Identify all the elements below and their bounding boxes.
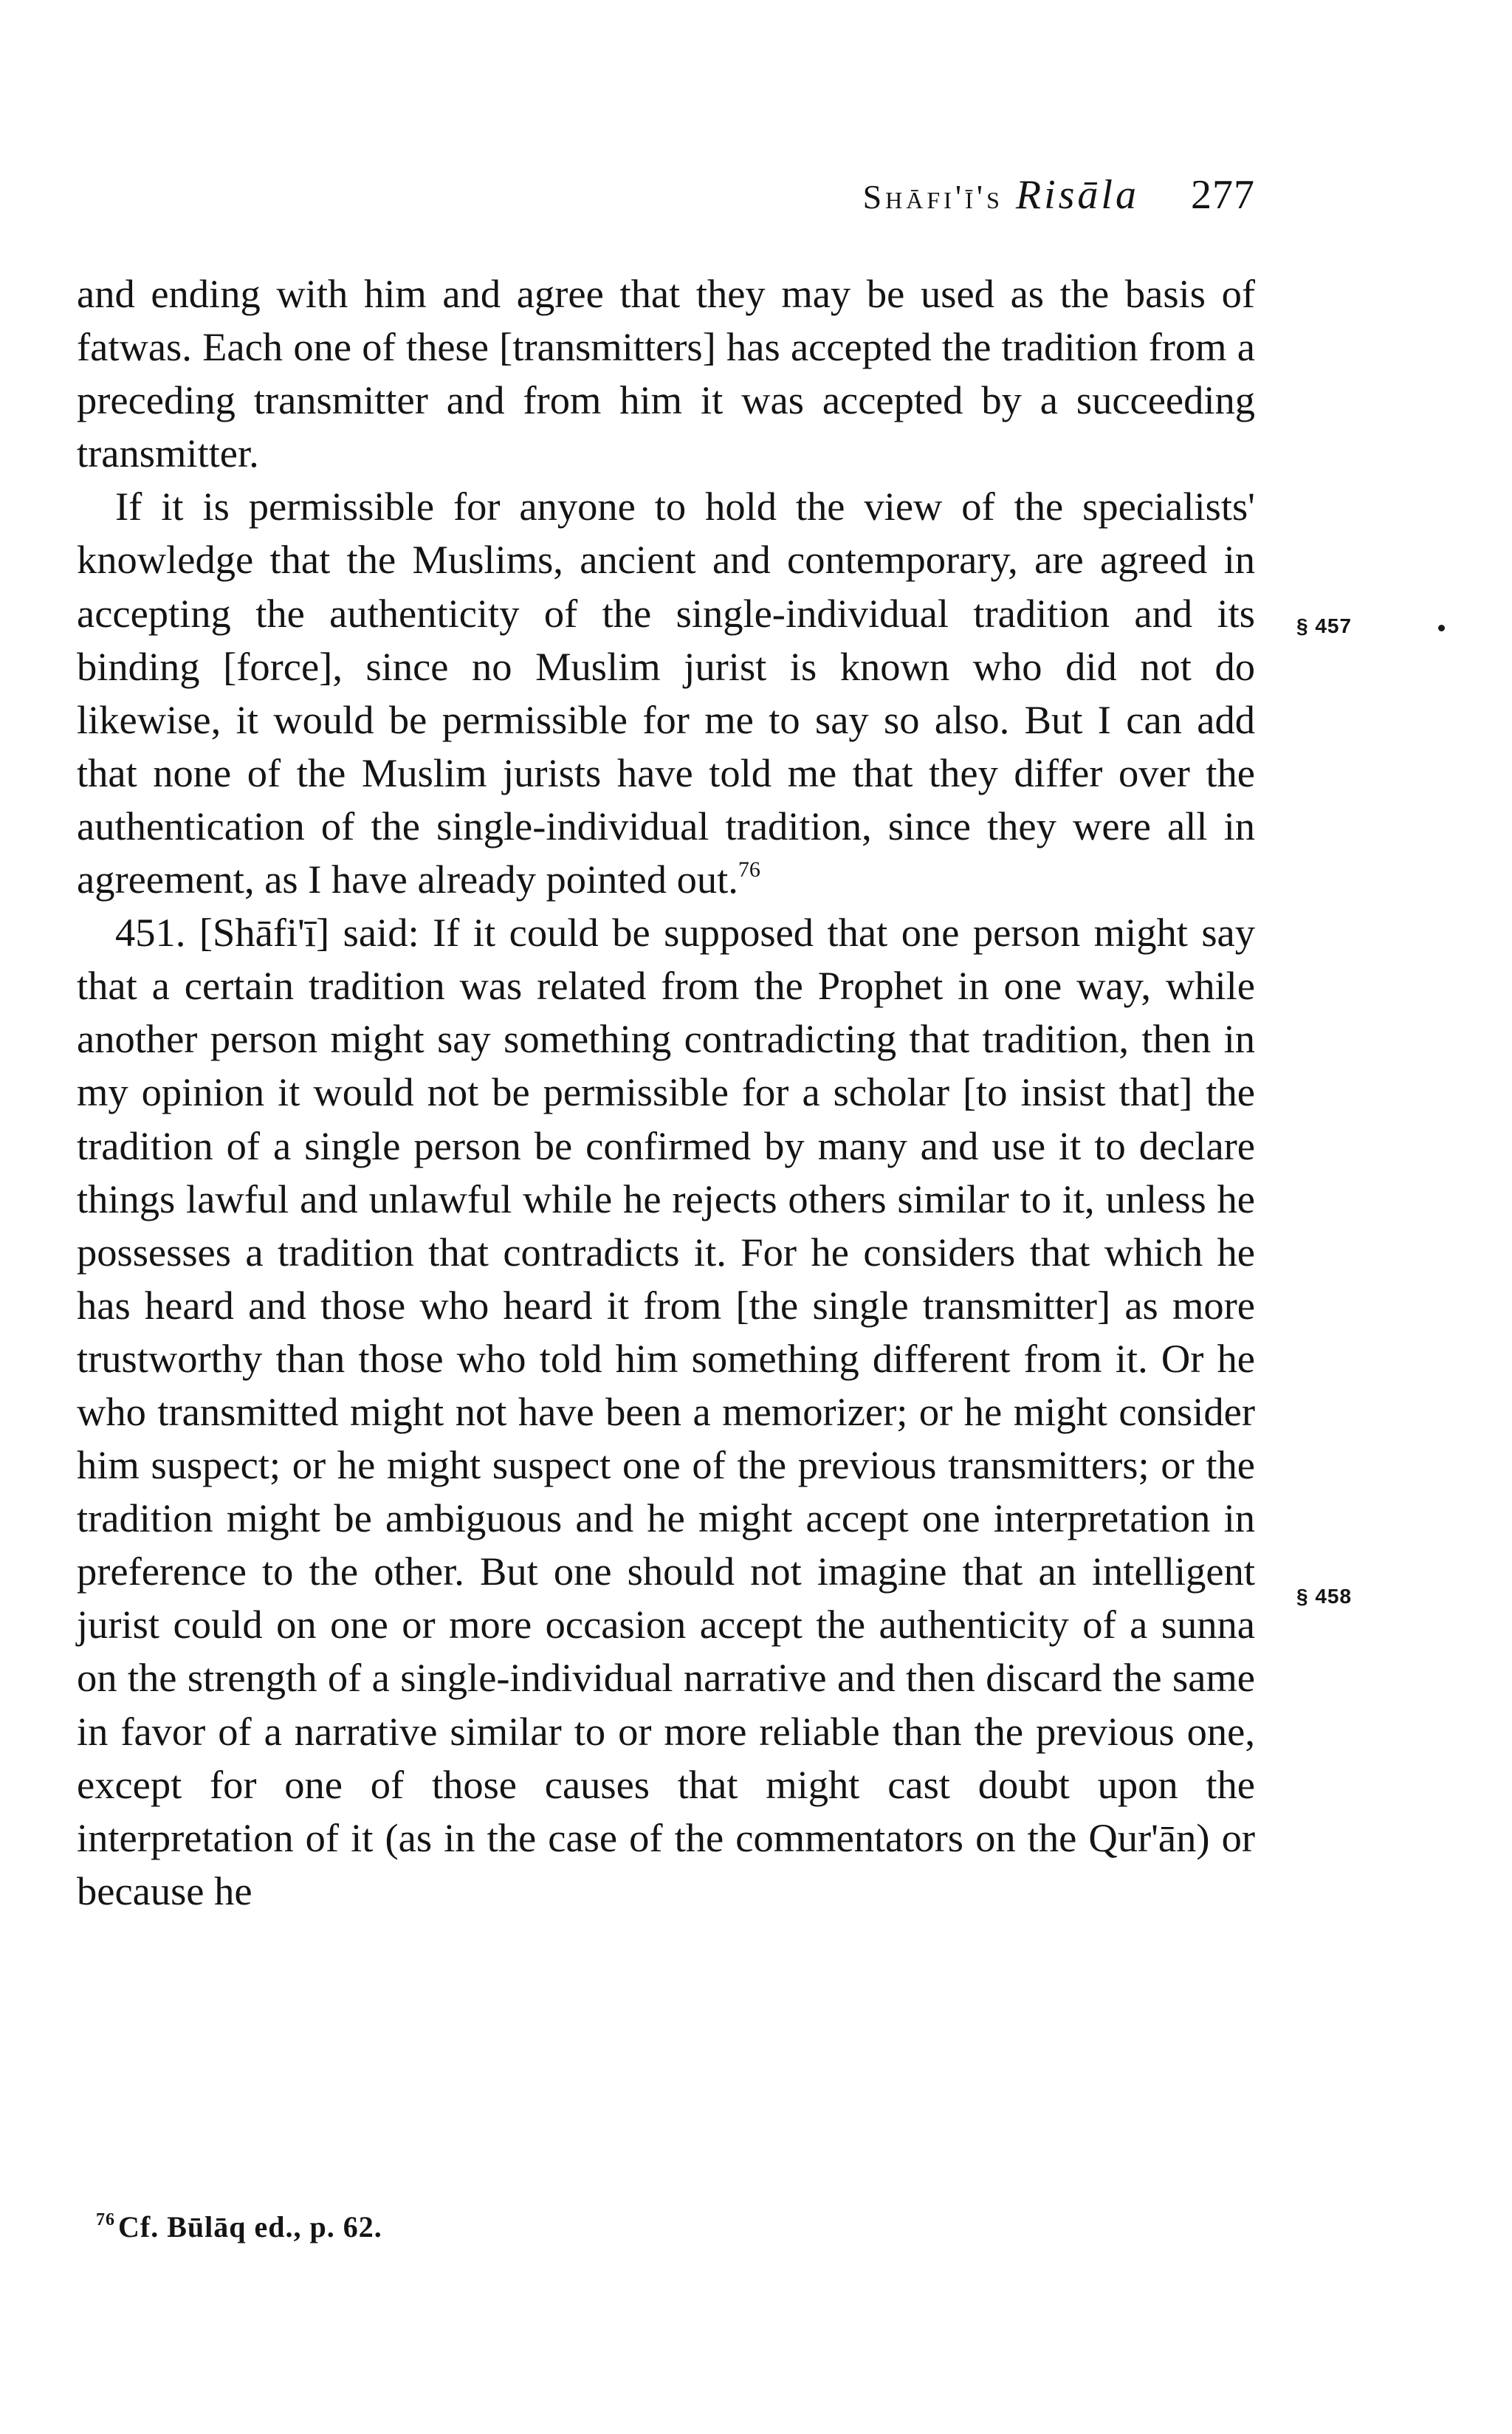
paragraph-2 bbox=[77, 480, 1255, 906]
body-text bbox=[77, 267, 1255, 1918]
paragraph-1-text: and ending with him and agree that they may be used as the basis of fatwas. Each one of these [transmitters] has accepted the tradition from a preceding transmitter and from him it was accepted by a succeeding transmitter. bbox=[77, 271, 1255, 476]
paragraph-451 bbox=[77, 906, 1255, 1918]
footnote-number: 76 bbox=[96, 2210, 115, 2229]
paragraph-2-text: If it is permissible for anyone to hold the view of the specialists' knowledge that the Muslims, ancient and contemporary, are agreed in accepting the authenticity of the single-individual tradition and its binding [force], since no Muslim jurist is known who did not do likewise, it would be permissible for me to say so also. But I can add that none of the Muslim jurists have told me that they differ over the authentication of the single-individual tradition, since they were all in agreement, as I have already pointed out. bbox=[77, 484, 1255, 902]
running-head-title bbox=[863, 171, 1139, 219]
running-head bbox=[724, 171, 1255, 230]
page-number: 277 bbox=[1191, 172, 1255, 218]
running-head-author: Shāfi'ī's bbox=[862, 178, 1003, 216]
paragraph-451-text: 451. [Shāfi'ī] said: If it could be supposed that one person might say that a certain tradition was related from the Prophet in one way, while another person might say something contradicting that tradition, then in my opinion it would not be permissible for a scholar [to insist that] the tradition of a single person be confirmed by many and use it to declare things lawful and unlawful while he rejects others similar to it, unless he possesses a tradition that contradicts it. For he considers that which he has heard and those who heard it from [the single transmitter] as more trustworthy than those who told him something different from it. Or he who transmitted might not have been a memorizer; or he might consider him suspect; or he might suspect one of the previous transmitters; or the tradition might be ambiguous and he might accept one interpretation in preference to the other. But one should not imagine that an intelligent jurist could on one or more occasion accept the authenticity of a sunna on the strength of a single-individual narrative and then discard the same in favor of a narrative similar to or more reliable than the previous one, except for one of those causes that might cast doubt upon the interpretation of it (as in the case of the commentators on the Qur'ān) or because he bbox=[77, 910, 1255, 1913]
footnote bbox=[96, 2210, 382, 2244]
paragraph-1 bbox=[77, 267, 1255, 480]
margin-section-458: § 458 bbox=[1296, 1585, 1353, 1608]
margin-section-457: § 457 bbox=[1296, 614, 1353, 637]
running-head-work: Risāla bbox=[1015, 172, 1139, 218]
footnote-reference: 76 bbox=[738, 857, 760, 882]
margin-dot-mark bbox=[1438, 625, 1445, 631]
footnote-text: Cf. Būlāq ed., p. 62. bbox=[118, 2210, 382, 2243]
